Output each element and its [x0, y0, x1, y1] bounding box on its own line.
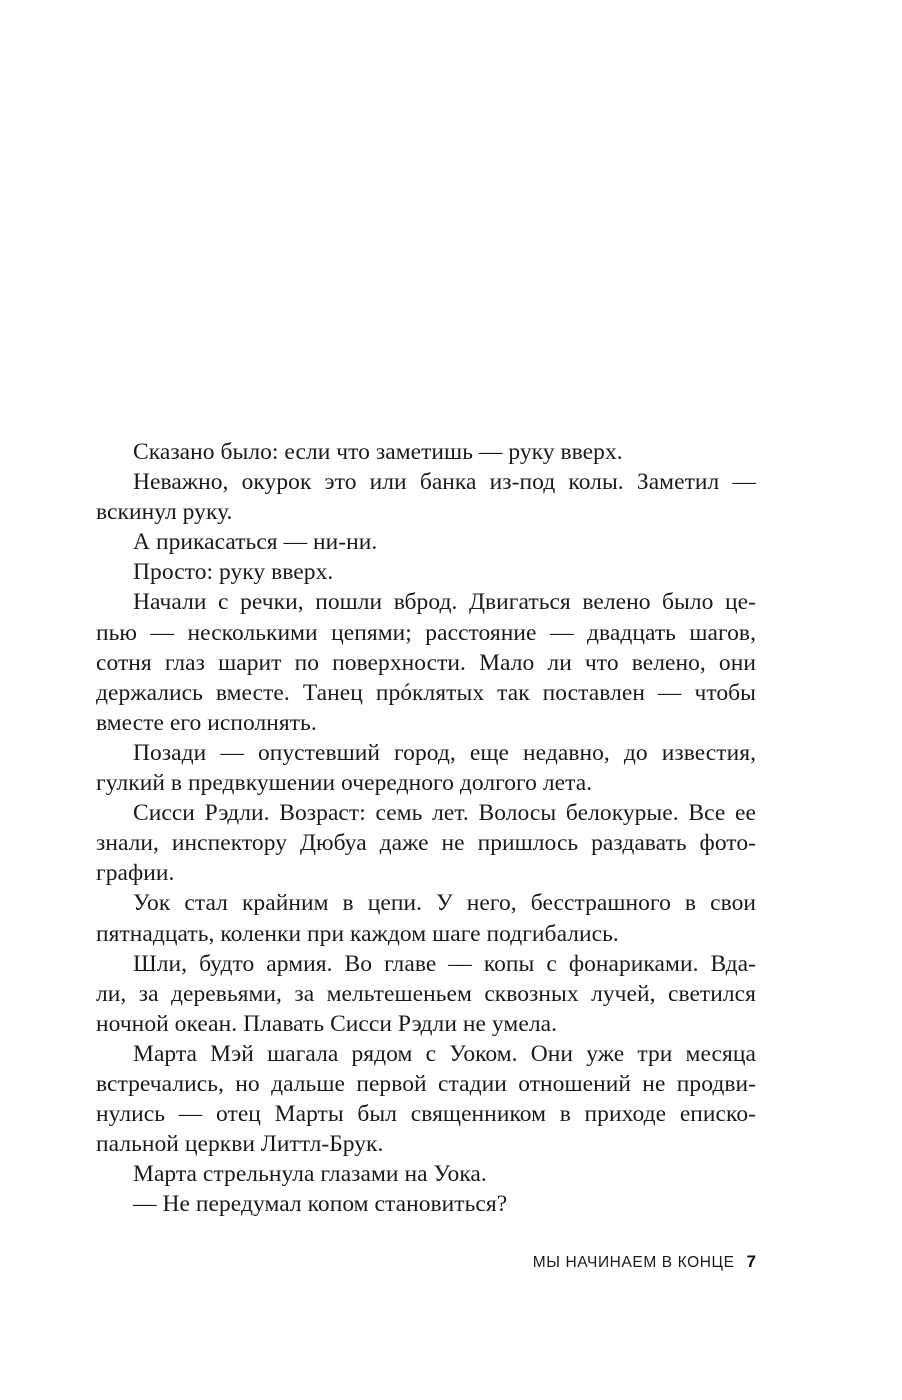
- text-line: графии.: [96, 860, 175, 887]
- text-line: Марта стрельнула глазами на Уока.: [133, 1161, 487, 1188]
- text-line: нулись — отец Марты был священником в приходе еписко-: [96, 1101, 756, 1128]
- text-line: Уок стал крайним в цепи. У него, бесстрашного в свои: [133, 890, 756, 917]
- text-line: Марта Мэй шагала рядом с Уоком. Они уже три месяца: [133, 1040, 756, 1067]
- text-line: знали, инспектору Дюбуа даже не пришлось раздавать фото-: [96, 830, 756, 857]
- text-line: Начали с речки, пошли вброд. Двигаться велено было це-: [133, 589, 756, 616]
- text-line: — Не передумал копом становиться?: [133, 1191, 508, 1218]
- text-line: А прикасаться — ни-ни.: [133, 529, 378, 556]
- text-line: Неважно, окурок это или банка из-под колы. Заметил —: [133, 469, 756, 496]
- body-text: [96, 437, 756, 1219]
- page-number: 7: [746, 1252, 756, 1271]
- text-line: встречались, но дальше первой стадии отношений не продви-: [96, 1070, 756, 1097]
- text-line: сотня глаз шарит по поверхности. Мало ли что велено, они: [96, 649, 756, 676]
- text-line: пальной церкви Литтл-Брук.: [96, 1131, 384, 1158]
- text-line: Просто: руку вверх.: [133, 559, 334, 586]
- text-line: гулкий в предвкушении очередного долгого лета.: [96, 770, 593, 797]
- running-footer: [96, 1250, 756, 1274]
- text-line: пятнадцать, коленки при каждом шаге подгибались.: [96, 920, 619, 947]
- text-line: вместе его исполнять.: [96, 709, 317, 736]
- text-line: пью — несколькими цепями; расстояние — двадцать шагов,: [96, 619, 756, 646]
- text-line: держались вместе. Танец прóклятых так поставлен — чтобы: [96, 679, 756, 706]
- running-title: МЫ НАЧИНАЕМ В КОНЦЕ: [532, 1254, 735, 1271]
- text-line: ночной океан. Плавать Сисси Рэдли не умела.: [96, 1010, 557, 1037]
- text-line: Сказано было: если что заметишь — руку вверх.: [133, 439, 623, 465]
- text-line: вскинул руку.: [96, 499, 233, 526]
- text-line: Сисси Рэдли. Возраст: семь лет. Волосы белокурые. Все ее: [133, 800, 756, 827]
- text-line: Шли, будто армия. Во главе — копы с фонариками. Вда-: [133, 950, 756, 977]
- text-line: ли, за деревьями, за мельтешеньем сквозных лучей, светился: [96, 980, 756, 1007]
- text-line: Позади — опустевший город, еще недавно, до известия,: [133, 739, 756, 766]
